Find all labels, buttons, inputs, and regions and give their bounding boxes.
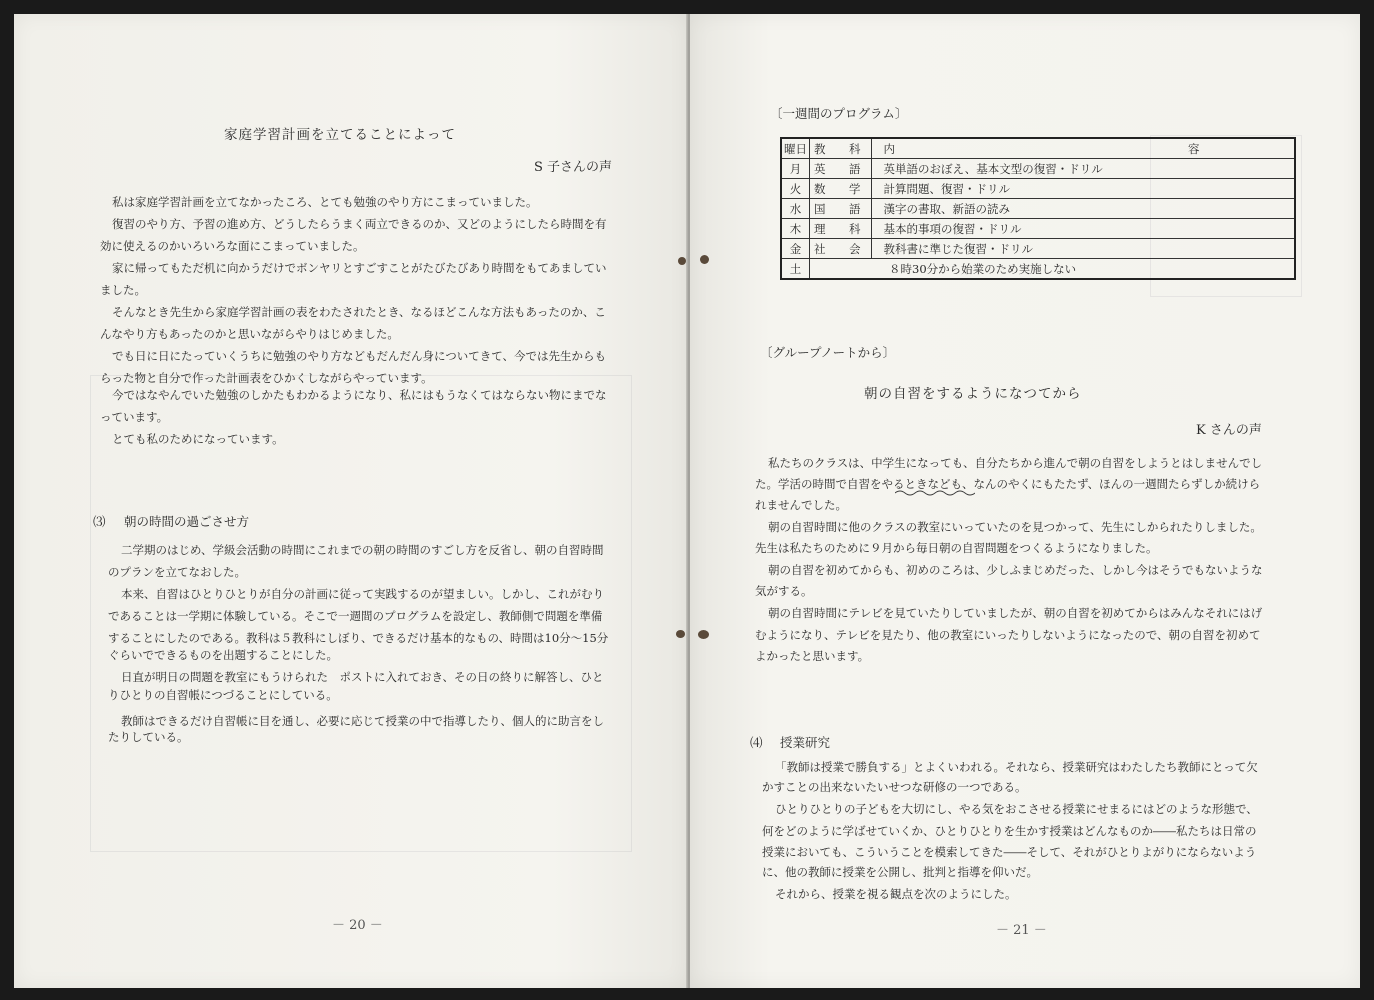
table-row — [781, 239, 1295, 259]
essay-line: らった物と自分で作った計画表をひかくしながらやっています。 — [100, 371, 433, 385]
essay-line: そんなとき先生から家庭学習計画の表をわたされたとき、なるほどこんな方法もあったのか、こ — [112, 305, 606, 319]
section-line: たりしている。 — [108, 730, 189, 744]
essay-line: でも日に日にたっていくうちに勉強のやり方などもだんだん身についてきて、今では先生からも — [112, 349, 607, 363]
day-cell: 木 — [781, 219, 810, 239]
essay-line: 朝の自習を初めてからも、初めのころは、少しふまじめだった、しかし今はそうでもないような — [768, 563, 1263, 577]
essay-line: とても私のためになっています。 — [112, 432, 284, 446]
table-row — [781, 199, 1295, 219]
section-line: のプランを立てなおした。 — [108, 565, 246, 579]
subject-cell: 社 会 — [810, 239, 872, 259]
essay-author-left: S 子さんの声 — [534, 160, 613, 175]
section-line: ぐらいでできるものを出題することにした。 — [108, 648, 338, 662]
section-line: 本来、自習はひとりひとりが自分の計画に従って実践するのが望ましい。しかし、これがむり — [121, 587, 604, 601]
essay-line: んなやり方もあったのかと思いながらやりはじめました。 — [100, 327, 399, 341]
section-line: 「教師は授業で勝負する」とよくいわれる。それなら、授業研究はわたしたち教師にとって欠 — [775, 760, 1258, 774]
day-cell: 土 — [781, 259, 810, 280]
section-line: それから、授業を視る観点を次のようにした。 — [775, 887, 1017, 901]
section-line: かすことの出来ないたいせつな研修の一つである。 — [762, 780, 1027, 794]
subject-cell: 英 語 — [810, 159, 872, 179]
day-cell: 火 — [781, 179, 810, 199]
essay-line: むようになり、テレビを見たり、他の教室にいったりしないようになったので、朝の自習を初めて — [755, 628, 1261, 642]
essay-line: 効に使えるのかいろいろな面にこまっていました。 — [100, 239, 365, 253]
essay-title-right: 朝の自習をするようになつてから — [864, 386, 1082, 402]
table-row — [781, 259, 1295, 280]
essay-line: れませんでした。 — [755, 498, 847, 512]
essay-line: 気がする。 — [755, 584, 813, 598]
binding-hole — [676, 630, 685, 638]
essay-line: 先生は私たちのために９月から毎日朝の自習問題をつくるようになりました。 — [755, 541, 1158, 555]
section-number: ⑶ — [93, 514, 106, 529]
essay-line: っています。 — [100, 410, 169, 424]
table-row — [781, 159, 1295, 179]
content-cell: 漢字の書取、新語の読み — [871, 199, 1295, 219]
table-header-cell: 曜日 — [781, 138, 810, 159]
section-line: 日直が明日の問題を教室にもうけられた ポストに入れておき、その日の終りに解答し、ひと — [121, 670, 604, 684]
section-title: 授業研究 — [780, 735, 831, 750]
section-line: ひとりひとりの子どもを大切にし、やる気をおこさせる授業にせまるにはどのような形態で、 — [775, 802, 1258, 816]
table-row — [781, 219, 1295, 239]
section-line: 授業においても、こういうことを模索してきた――そして、それがひとりよがりにならないよう — [762, 845, 1257, 859]
essay-line: 今ではなやんでいた勉強のしかたもわかるようになり、私にはもうなくてはならない物にまでな — [112, 388, 607, 402]
essay-line: 朝の自習時間に他のクラスの教室にいっていたのを見つかって、先生にしかられたりしました。 — [768, 520, 1262, 534]
section-line: 何をどのように学ばせていくか、ひとりひとりを生かす授業はどんなものか――私たちは日常の — [762, 824, 1257, 838]
section-line: 教師はできるだけ自習帳に目を通し、必要に応じて授業の中で指導したり、個人的に助言をし — [121, 714, 604, 728]
day-cell: 月 — [781, 159, 810, 179]
essay-title-left: 家庭学習計画を立てることによって — [224, 127, 456, 143]
program-heading: 〔一週間のプログラム〕 — [770, 106, 908, 121]
section-line: に、他の教師に授業を公開し、批判と指導を仰いだ。 — [762, 865, 1038, 879]
essay-author-right: K さんの声 — [1196, 423, 1262, 438]
table-header-cell: 内 容 — [871, 138, 1295, 159]
essay-line: た。学活の時間で自習をやるときなども、なんのやくにもたたず、ほんの一週間たらずしか続けら — [755, 477, 1261, 491]
binding-hole — [698, 630, 709, 639]
binding-hole — [678, 257, 686, 265]
handwritten-underline — [895, 489, 975, 497]
subject-cell: 国 語 — [810, 199, 872, 219]
essay-line: 私たちのクラスは、中学生になっても、自分たちから進んで朝の自習をしようとはしませんでし — [768, 456, 1263, 470]
section-line: りひとりの自習帳につづることにしている。 — [108, 688, 338, 702]
section-title: 朝の時間の過ごさせ方 — [124, 514, 250, 529]
subject-cell — [810, 259, 872, 280]
binding-hole — [700, 255, 709, 264]
essay-line: 私は家庭学習計画を立てなかったころ、とても勉強のやり方にこまっていました。 — [112, 195, 538, 209]
content-cell: 英単語のおぼえ、基本文型の復習・ドリル — [871, 159, 1295, 179]
program-table — [780, 137, 1296, 280]
table-header-cell: 教 科 — [810, 138, 872, 159]
essay-line: 復習のやり方、予習の進め方、どうしたらうまく両立できるのか、又どのようにしたら時間を有 — [112, 217, 607, 231]
essay-line: 朝の自習時間にテレビを見ていたりしていましたが、朝の自習を初めてからはみんなそれにはげ — [768, 606, 1263, 620]
table-row — [781, 179, 1295, 199]
day-cell: 金 — [781, 239, 810, 259]
page-number-left: － 20 － — [332, 918, 383, 933]
day-cell: 水 — [781, 199, 810, 219]
subject-cell: 理 科 — [810, 219, 872, 239]
content-cell: 教科書に準じた復習・ドリル — [871, 239, 1295, 259]
section-line: することにしたのである。教科は５教科にしぼり、できるだけ基本的なもの、時間は10分〜15分 — [108, 631, 609, 645]
subject-cell: 数 学 — [810, 179, 872, 199]
essay-line: ました。 — [100, 283, 146, 297]
section-line: であることは一学期に体験している。そこで一週間のプログラムを設定し、教師側で問題を準備 — [108, 609, 603, 623]
essay-line: 家に帰ってもただ机に向かうだけでボンヤリとすごすことがたびたびあり時間をもてあましてい — [112, 261, 607, 275]
group-note-heading: 〔グループノートから〕 — [760, 345, 896, 360]
content-cell: ８時30分から始業のため実施しない — [871, 259, 1295, 280]
content-cell: 基本的事項の復習・ドリル — [871, 219, 1295, 239]
section-line: 二学期のはじめ、学級会活動の時間にこれまでの朝の時間のすごし方を反省し、朝の自習時間 — [121, 543, 604, 557]
essay-line: よかったと思います。 — [755, 649, 870, 663]
page-number-right: － 21 － — [996, 923, 1047, 938]
content-cell: 計算問題、復習・ドリル — [871, 179, 1295, 199]
table-header-row — [781, 138, 1295, 159]
section-number: ⑷ — [750, 735, 763, 750]
